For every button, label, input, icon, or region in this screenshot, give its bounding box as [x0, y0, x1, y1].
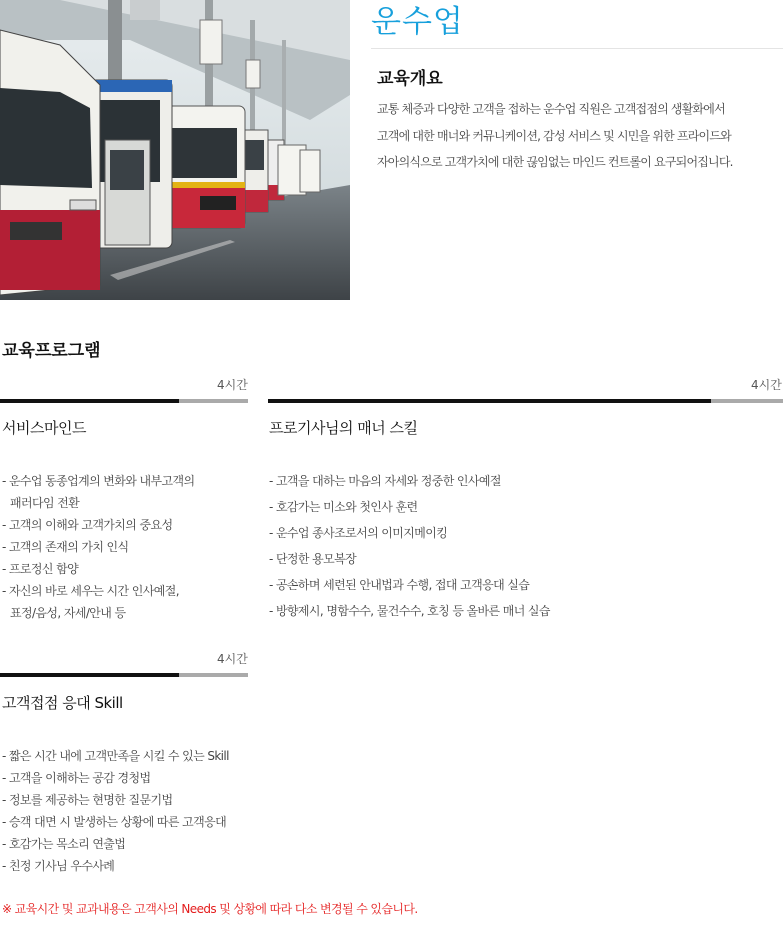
overview-line: 교통 체증과 다양한 고객을 접하는 운수업 직원은 고객접점의 생활화에서 — [377, 102, 725, 116]
list-item — [269, 468, 550, 494]
card-hours: 4시간 — [751, 378, 782, 392]
overview-heading: 교육개요 — [377, 69, 443, 89]
list-item — [2, 580, 194, 624]
item-text: - 승객 대면 시 발생하는 상황에 따른 고객응대 — [2, 815, 227, 829]
card-title: 서비스마인드 — [2, 419, 86, 437]
item-text: - 친정 기사님 우수사례 — [2, 859, 115, 873]
card-hours: 4시간 — [217, 652, 248, 666]
notice-text: ※ 교육시간 및 교과내용은 고객사의 Needs 및 상황에 따라 다소 변경될 수 있습니다. — [2, 902, 418, 916]
overview-line: 고객에 대한 매너와 커뮤니케이션, 감성 서비스 및 시민을 위한 프라이드와 — [377, 128, 731, 143]
item-text: - 고객의 존재의 가치 인식 — [2, 540, 129, 554]
item-text: - 짧은 시간 내에 고객만족을 시킬 수 있는 Skill — [2, 749, 229, 763]
duration-bar — [0, 399, 248, 403]
list-item — [2, 558, 194, 580]
item-text: - 프로정신 함양 — [2, 562, 79, 576]
item-text: - 자신의 바로 세우는 시간 인사예절, — [2, 584, 179, 598]
item-text: - 호감가는 미소와 첫인사 훈련 — [269, 500, 418, 514]
list-item — [2, 811, 229, 833]
duration-bar — [268, 399, 783, 403]
card-item-list — [2, 470, 194, 624]
item-text: - 단정한 용모복장 — [269, 552, 357, 566]
item-text: - 운수업 종사조로서의 이미지메이킹 — [269, 526, 448, 540]
duration-bar — [0, 673, 248, 677]
list-item — [269, 572, 550, 598]
item-text: - 고객을 이해하는 공감 경청법 — [2, 771, 151, 785]
overview-line: 자아의식으로 고객가치에 대한 끊임없는 마인드 컨트롤이 요구되어집니다. — [377, 155, 733, 169]
card-item-list — [2, 745, 229, 877]
item-text: - 방향제시, 명함수수, 물건수수, 호칭 등 올바른 매너 실습 — [269, 604, 550, 618]
list-item — [269, 546, 550, 572]
list-item — [2, 855, 229, 877]
item-text: - 호감가는 목소리 연출법 — [2, 837, 126, 851]
duration-bar-fill — [0, 399, 179, 403]
list-item — [2, 514, 194, 536]
overview-text — [377, 96, 783, 176]
item-text: - 고객을 대하는 마음의 자세와 정중한 인사예절 — [269, 474, 501, 488]
list-item — [2, 745, 229, 767]
program-section-title: 교육프로그램 — [2, 341, 101, 361]
duration-bar-fill — [0, 673, 179, 677]
list-item — [2, 767, 229, 789]
card-title: 고객접점 응대 Skill — [2, 694, 123, 712]
title-divider — [371, 48, 783, 49]
list-item — [2, 536, 194, 558]
list-item — [269, 598, 550, 624]
list-item — [269, 494, 550, 520]
bus-terminal-photo — [0, 0, 350, 300]
item-text: - 공손하며 세련된 안내법과 수행, 접대 고객응대 실습 — [269, 578, 530, 592]
item-text: - 정보를 제공하는 현명한 질문기법 — [2, 793, 173, 807]
card-title: 프로기사님의 매너 스킬 — [269, 419, 418, 437]
card-hours: 4시간 — [217, 378, 248, 392]
item-text: - 운수업 동종업계의 변화와 내부고객의 — [2, 474, 195, 488]
page-title: 운수업 — [371, 4, 464, 40]
item-text-cont: 표정/음성, 자세/안내 등 — [10, 606, 126, 620]
list-item — [2, 833, 229, 855]
list-item — [269, 520, 550, 546]
list-item — [2, 789, 229, 811]
card-item-list — [269, 468, 550, 624]
list-item — [2, 470, 194, 514]
item-text-cont: 패러다임 전환 — [10, 496, 80, 510]
item-text: - 고객의 이해와 고객가치의 중요성 — [2, 518, 173, 532]
duration-bar-fill — [268, 399, 711, 403]
